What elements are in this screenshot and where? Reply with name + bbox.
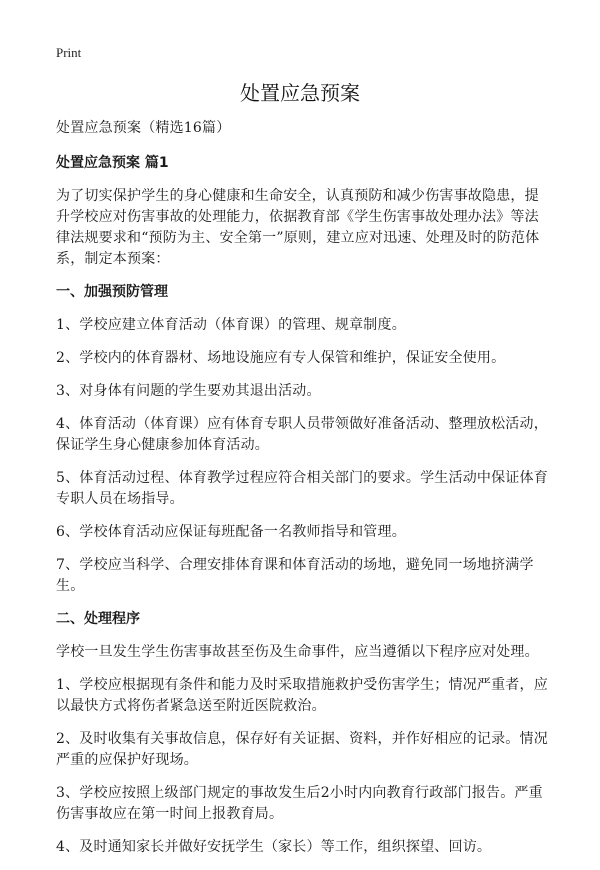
- part2-intro: 学校一旦发生学生伤害事故甚至伤及生命事件，应当遵循以下程序应对处理。: [56, 644, 539, 660]
- page-title: 处置应急预案: [240, 81, 360, 105]
- list-item: 4、体育活动（体育课）应有体育专职人员带领做好准备活动、整理放松活动，保证学生身心健康参加体育活动。: [56, 416, 548, 453]
- section-title: 处置应急预案 篇1: [56, 155, 169, 171]
- part1-heading: 一、加强预防管理: [56, 284, 168, 300]
- print-link[interactable]: Print: [56, 45, 82, 60]
- list-item: 1、学校应根据现有条件和能力及时采取措施救护受伤害学生；情况严重者，应以最快方式将伤者紧急送至附近医院救治。: [56, 677, 548, 714]
- list-item: 2、及时收集有关事故信息，保存好有关证据、资料，并作好相应的记录。情况严重的应保护好现场。: [56, 731, 548, 768]
- document-body: [56, 118, 548, 870]
- intro-paragraph: 为了切实保护学生的身心健康和生命安全，认真预防和减少伤害事故隐患，提升学校应对伤害事故的处理能力，依据教育部《学生伤害事故处理办法》等法律法规要求和“预防为主、安全第一”原则，建立应对迅速、处理及时的防范体系，制定本预案：: [56, 188, 540, 267]
- list-item: 1、学校应建立体育活动（体育课）的管理、规章制度。: [56, 317, 406, 333]
- list-item: 3、对身体有问题的学生要劝其退出活动。: [56, 383, 321, 399]
- list-item: 7、学校应当科学、合理安排体育课和体育活动的场地，避免同一场地挤满学生。: [56, 557, 534, 594]
- list-item: 3、学校应按照上级部门规定的事故发生后2小时内向教育行政部门报告。严重伤害事故应在第一时间上报教育局。: [56, 785, 543, 822]
- list-item: 6、学校体育活动应保证每班配备一名教师指导和管理。: [56, 524, 406, 540]
- list-item: 5、体育活动过程、体育教学过程应符合相关部门的要求。学生活动中保证体育专职人员在场指导。: [56, 470, 548, 507]
- list-item: 4、及时通知家长并做好安抚学生（家长）等工作，组织探望、回访。: [56, 839, 492, 855]
- document-subtitle: 处置应急预案（精选16篇）: [56, 120, 231, 136]
- part2-heading: 二、处理程序: [56, 611, 140, 627]
- list-item: 2、学校内的体育器材、场地设施应有专人保管和维护，保证安全使用。: [56, 350, 506, 366]
